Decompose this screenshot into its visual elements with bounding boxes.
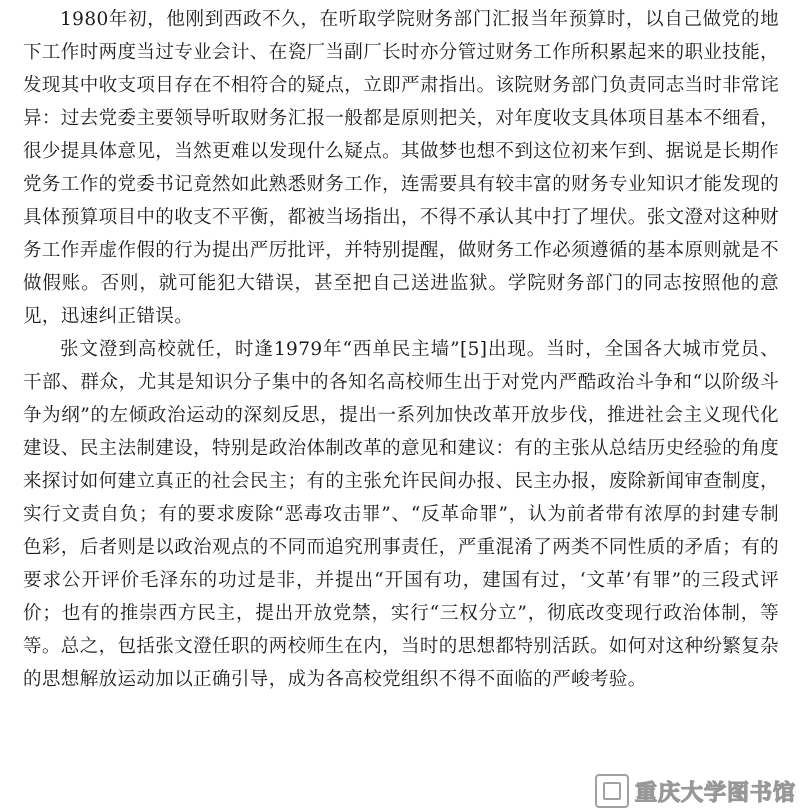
library-watermark <box>595 774 796 808</box>
paragraph-1: 1980年初，他刚到西政不久，在听取学院财务部门汇报当年预算时，以自己做党的地下工作时两度当过专业会计、在瓷厂当副厂长时亦分管过财务工作所积累起来的职业技能，发现其中收支项目存在不相符合的疑点，立即严肃指出。该院财务部门负责同志当时非常诧异：过去党委主要领导听取财务汇报一般都是原则把关，对年度收支具体项目基本不细看，很少提具体意见，当然更难以发现什么疑点。其做梦也想不到这位初来乍到、据说是长期作党务工作的党委书记竟然如此熟悉财务工作，连需要具有较丰富的财务专业知识才能发现的具体预算项目中的收支不平衡，都被当场指出，不得不承认其中打了埋伏。张文澄对这种财务工作弄虚作假的行为提出严厉批评，并特别提醒，做财务工作必须遵循的基本原则就是不做假账。否则，就可能犯大错误，甚至把自己送进监狱。学院财务部门的同志按照他的意见，迅速纠正错误。 <box>23 9 780 327</box>
watermark-text: 重庆大学图书馆 <box>634 780 796 806</box>
document-page <box>23 3 779 696</box>
paragraph-2: 张文澄到高校就任，时逢1979年“西单民主墙”[5]出现。当时，全国各大城市党员、干部、群众，尤其是知识分子集中的各知名高校师生出于对党内严酷政治斗争和“以阶级斗争为纲”的左倾政治运动的深刻反思，提出一系列加快改革开放步伐，推进社会主义现代化建设、民主法制建设，特别是政治体制改革的意见和建议：有的主张从总结历史经验的角度来探讨如何建立真正的社会民主；有的主张允许民间办报、民主办报，废除新闻审查制度，实行文责自负；有的要求废除“恶毒攻击罪”、“反革命罪”，认为前者带有浓厚的封建专制色彩，后者则是以政治观点的不同而追究刑事责任，严重混淆了两类不同性质的矛盾；有的要求公开评价毛泽东的功过是非，并提出“开国有功，建国有过，‘文革’有罪”的三段式评价；也有的推崇西方民主，提出开放党禁，实行“三权分立”，彻底改变现行政治体制，等等。总之，包括张文澄任职的两校师生在内，当时的思想都特别活跃。如何对这种纷繁复杂的思想解放运动加以正确引导，成为各高校党组织不得不面临的严峻考验。 <box>23 339 780 690</box>
library-seal-icon <box>595 774 629 808</box>
